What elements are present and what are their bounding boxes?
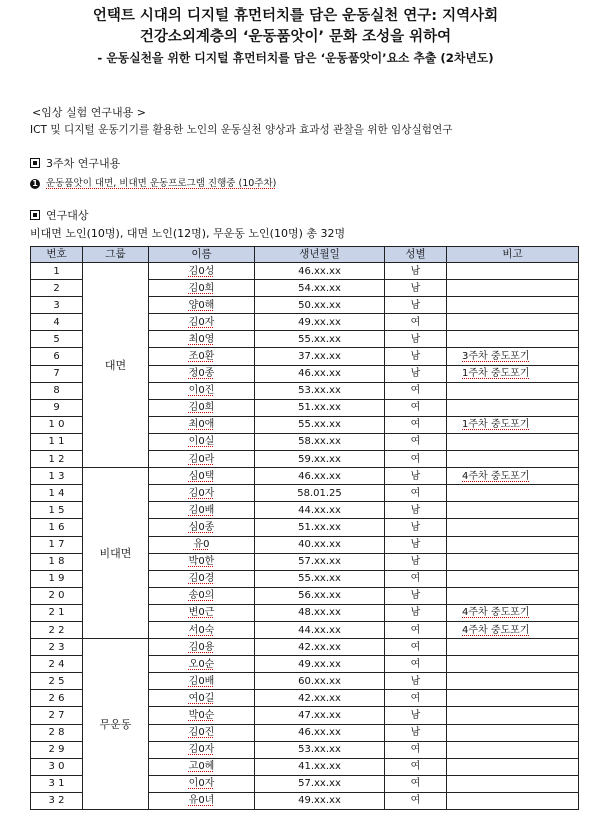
header-sex: 성별 bbox=[385, 247, 447, 263]
cell-number: 1 8 bbox=[31, 553, 83, 570]
cell-name-text: 이0진 bbox=[188, 385, 215, 397]
cell-name-text: 심0종 bbox=[188, 521, 215, 533]
cell-sex: 여 bbox=[385, 690, 447, 707]
cell-name bbox=[149, 399, 255, 416]
table-row bbox=[31, 468, 579, 485]
cell-sex: 남 bbox=[385, 468, 447, 485]
cell-number: 3 1 bbox=[31, 775, 83, 792]
document-title-line2: 건강소외계층의 ‘운동품앗이’ 문화 조성을 위하여 bbox=[139, 29, 452, 45]
cell-number: 2 0 bbox=[31, 587, 83, 604]
cell-name bbox=[149, 673, 255, 690]
cell-birthdate: 54.xx.xx bbox=[255, 280, 385, 297]
cell-note bbox=[447, 263, 579, 280]
cell-note bbox=[447, 570, 579, 587]
cell-note bbox=[447, 775, 579, 792]
cell-name bbox=[149, 280, 255, 297]
cell-sex: 남 bbox=[385, 263, 447, 280]
cell-note bbox=[447, 673, 579, 690]
cell-birthdate: 42.xx.xx bbox=[255, 639, 385, 656]
cell-name bbox=[149, 416, 255, 433]
cell-note bbox=[447, 639, 579, 656]
header-name: 이름 bbox=[149, 247, 255, 263]
cell-note bbox=[447, 519, 579, 536]
cell-note bbox=[447, 365, 579, 382]
cell-number: 2 bbox=[31, 280, 83, 297]
cell-name bbox=[149, 553, 255, 570]
cell-sex: 남 bbox=[385, 297, 447, 314]
cell-birthdate: 51.xx.xx bbox=[255, 519, 385, 536]
cell-name-text: 여0길 bbox=[188, 692, 215, 704]
cell-sex: 여 bbox=[385, 621, 447, 638]
week-section-heading bbox=[30, 157, 120, 171]
cell-note bbox=[447, 382, 579, 399]
cell-name bbox=[149, 519, 255, 536]
cell-note bbox=[447, 792, 579, 809]
cell-number: 1 9 bbox=[31, 570, 83, 587]
cell-birthdate: 42.xx.xx bbox=[255, 690, 385, 707]
cell-name-text: 김0자 bbox=[188, 487, 215, 499]
cell-name-text: 김0자 bbox=[188, 744, 215, 756]
cell-birthdate: 46.xx.xx bbox=[255, 263, 385, 280]
cell-note bbox=[447, 536, 579, 553]
cell-number: 2 8 bbox=[31, 724, 83, 741]
cell-birthdate: 46.xx.xx bbox=[255, 365, 385, 382]
cell-birthdate: 49.xx.xx bbox=[255, 314, 385, 331]
cell-name-text: 변0근 bbox=[188, 607, 215, 619]
cell-note-text: 1주차 중도포기 bbox=[462, 419, 530, 431]
cell-number: 2 5 bbox=[31, 673, 83, 690]
table-group-2 bbox=[31, 639, 579, 810]
cell-note bbox=[447, 604, 579, 621]
cell-sex: 여 bbox=[385, 451, 447, 468]
header-note: 비고 bbox=[447, 247, 579, 263]
cell-name bbox=[149, 468, 255, 485]
cell-note bbox=[447, 690, 579, 707]
clinical-heading: <임상 실험 연구내용 > bbox=[32, 106, 146, 119]
header-group: 그룹 bbox=[83, 247, 149, 263]
cell-sex: 남 bbox=[385, 331, 447, 348]
cell-birthdate: 51.xx.xx bbox=[255, 399, 385, 416]
cell-sex: 남 bbox=[385, 502, 447, 519]
cell-name-text: 유0녀 bbox=[188, 795, 215, 807]
cell-number: 1 2 bbox=[31, 451, 83, 468]
cell-name bbox=[149, 639, 255, 656]
cell-name-text: 김0자 bbox=[188, 316, 215, 328]
cell-sex: 남 bbox=[385, 519, 447, 536]
cell-name bbox=[149, 433, 255, 450]
cell-sex: 여 bbox=[385, 416, 447, 433]
cell-note bbox=[447, 331, 579, 348]
cell-birthdate: 57.xx.xx bbox=[255, 775, 385, 792]
cell-number: 2 7 bbox=[31, 707, 83, 724]
cell-name-text: 김0배 bbox=[188, 675, 215, 687]
cell-note bbox=[447, 621, 579, 638]
cell-note bbox=[447, 314, 579, 331]
cell-name-text: 김0성 bbox=[188, 265, 215, 277]
cell-note bbox=[447, 348, 579, 365]
cell-name bbox=[149, 297, 255, 314]
cell-name bbox=[149, 656, 255, 673]
cell-name bbox=[149, 690, 255, 707]
cell-sex: 여 bbox=[385, 433, 447, 450]
clinical-description: ICT 및 디지털 운동기기를 활용한 노인의 운동실천 양상과 효과성 관찰을 위한 임상실험연구 bbox=[30, 124, 453, 136]
cell-number: 6 bbox=[31, 348, 83, 365]
cell-birthdate: 58.xx.xx bbox=[255, 433, 385, 450]
cell-sex: 남 bbox=[385, 553, 447, 570]
week-bullet-line bbox=[30, 176, 276, 191]
cell-sex: 여 bbox=[385, 792, 447, 809]
square-bullet-icon bbox=[30, 210, 40, 220]
week-heading-text: 3주차 연구내용 bbox=[46, 157, 121, 170]
cell-note bbox=[447, 587, 579, 604]
week-bullet-text: 운동품앗이 대면, 비대면 운동프로그램 진행중 (10주차) bbox=[46, 178, 277, 189]
cell-group: 비대면 bbox=[83, 468, 149, 639]
cell-sex: 여 bbox=[385, 314, 447, 331]
cell-name bbox=[149, 775, 255, 792]
subjects-table bbox=[30, 246, 579, 810]
cell-number: 3 0 bbox=[31, 758, 83, 775]
cell-birthdate: 41.xx.xx bbox=[255, 758, 385, 775]
cell-birthdate: 44.xx.xx bbox=[255, 502, 385, 519]
cell-name-text: 서0숙 bbox=[188, 624, 215, 636]
cell-name-text: 양0해 bbox=[188, 299, 215, 311]
cell-name bbox=[149, 758, 255, 775]
cell-note bbox=[447, 656, 579, 673]
cell-number: 1 4 bbox=[31, 485, 83, 502]
cell-sex: 여 bbox=[385, 656, 447, 673]
cell-birthdate: 59.xx.xx bbox=[255, 451, 385, 468]
cell-name-text: 심0택 bbox=[188, 470, 215, 482]
table-group-0 bbox=[31, 263, 579, 468]
cell-number: 2 9 bbox=[31, 741, 83, 758]
cell-name-text: 이0자 bbox=[188, 778, 215, 790]
cell-note-text: 4주차 중도포기 bbox=[462, 624, 530, 636]
cell-sex: 남 bbox=[385, 587, 447, 604]
cell-note bbox=[447, 451, 579, 468]
table-row bbox=[31, 263, 579, 280]
cell-note bbox=[447, 399, 579, 416]
cell-birthdate: 44.xx.xx bbox=[255, 621, 385, 638]
cell-name-text: 김0희 bbox=[188, 402, 215, 414]
cell-birthdate: 57.xx.xx bbox=[255, 553, 385, 570]
cell-group: 대면 bbox=[83, 263, 149, 468]
cell-name-text: 고0혜 bbox=[188, 761, 215, 773]
table-row bbox=[31, 639, 579, 656]
cell-name-text: 박0한 bbox=[188, 556, 215, 568]
cell-group: 무운동 bbox=[83, 639, 149, 810]
cell-sex: 여 bbox=[385, 570, 447, 587]
cell-name-text: 박0순 bbox=[188, 709, 215, 721]
cell-name bbox=[149, 382, 255, 399]
cell-sex: 여 bbox=[385, 639, 447, 656]
cell-birthdate: 49.xx.xx bbox=[255, 656, 385, 673]
cell-name bbox=[149, 365, 255, 382]
subjects-heading-text: 연구대상 bbox=[46, 209, 89, 222]
cell-number: 1 1 bbox=[31, 433, 83, 450]
cell-note bbox=[447, 553, 579, 570]
cell-number: 2 2 bbox=[31, 621, 83, 638]
cell-birthdate: 48.xx.xx bbox=[255, 604, 385, 621]
cell-name-text: 김0배 bbox=[188, 504, 215, 516]
cell-name bbox=[149, 314, 255, 331]
cell-number: 2 1 bbox=[31, 604, 83, 621]
cell-name-text: 김0라 bbox=[188, 453, 215, 465]
cell-sex: 남 bbox=[385, 365, 447, 382]
cell-birthdate: 60.xx.xx bbox=[255, 673, 385, 690]
cell-note bbox=[447, 707, 579, 724]
cell-note-text: 4주차 중도포기 bbox=[462, 607, 530, 619]
cell-note-text: 1주차 중도포기 bbox=[462, 368, 530, 380]
cell-name-text: 김0경 bbox=[188, 573, 215, 585]
cell-note bbox=[447, 502, 579, 519]
cell-name-text: 조0환 bbox=[188, 351, 215, 363]
cell-note bbox=[447, 741, 579, 758]
cell-name-text: 정0종 bbox=[188, 368, 215, 380]
cell-birthdate: 55.xx.xx bbox=[255, 416, 385, 433]
cell-name-text: 김0용 bbox=[188, 641, 215, 653]
cell-number: 1 3 bbox=[31, 468, 83, 485]
cell-note bbox=[447, 280, 579, 297]
cell-name bbox=[149, 604, 255, 621]
cell-name bbox=[149, 724, 255, 741]
cell-name-text: 최0영 bbox=[188, 333, 215, 345]
cell-name-text: 김0희 bbox=[188, 282, 215, 294]
cell-number: 5 bbox=[31, 331, 83, 348]
document-subtitle: - 운동실천을 위한 디지털 휴먼터치를 담은 ‘운동품앗이’요소 추출 (2차년도) bbox=[97, 51, 494, 65]
cell-birthdate: 47.xx.xx bbox=[255, 707, 385, 724]
cell-birthdate: 53.xx.xx bbox=[255, 741, 385, 758]
cell-number: 1 6 bbox=[31, 519, 83, 536]
cell-name bbox=[149, 621, 255, 638]
cell-number: 2 3 bbox=[31, 639, 83, 656]
cell-note-text: 4주차 중도포기 bbox=[462, 470, 530, 482]
cell-sex: 여 bbox=[385, 758, 447, 775]
cell-birthdate: 40.xx.xx bbox=[255, 536, 385, 553]
table-group-1 bbox=[31, 468, 579, 639]
cell-name-text: 이0실 bbox=[188, 436, 215, 448]
cell-sex: 여 bbox=[385, 382, 447, 399]
cell-number: 1 5 bbox=[31, 502, 83, 519]
cell-birthdate: 37.xx.xx bbox=[255, 348, 385, 365]
cell-sex: 남 bbox=[385, 673, 447, 690]
cell-birthdate: 55.xx.xx bbox=[255, 570, 385, 587]
cell-number: 8 bbox=[31, 382, 83, 399]
cell-name bbox=[149, 331, 255, 348]
cell-name bbox=[149, 451, 255, 468]
cell-sex: 여 bbox=[385, 775, 447, 792]
cell-note bbox=[447, 724, 579, 741]
cell-name bbox=[149, 570, 255, 587]
cell-number: 4 bbox=[31, 314, 83, 331]
cell-sex: 여 bbox=[385, 741, 447, 758]
cell-name bbox=[149, 263, 255, 280]
cell-birthdate: 58.01.25 bbox=[255, 485, 385, 502]
cell-number: 9 bbox=[31, 399, 83, 416]
cell-number: 3 2 bbox=[31, 792, 83, 809]
header-number: 번호 bbox=[31, 247, 83, 263]
cell-note bbox=[447, 485, 579, 502]
cell-birthdate: 50.xx.xx bbox=[255, 297, 385, 314]
cell-birthdate: 46.xx.xx bbox=[255, 468, 385, 485]
cell-name bbox=[149, 485, 255, 502]
cell-number: 1 bbox=[31, 263, 83, 280]
cell-name bbox=[149, 707, 255, 724]
cell-note-text: 3주차 중도포기 bbox=[462, 351, 530, 363]
cell-birthdate: 49.xx.xx bbox=[255, 792, 385, 809]
cell-note bbox=[447, 758, 579, 775]
cell-name bbox=[149, 587, 255, 604]
cell-name-text: 김0진 bbox=[188, 727, 215, 739]
cell-sex: 남 bbox=[385, 707, 447, 724]
cell-sex: 여 bbox=[385, 485, 447, 502]
cell-name-text: 오0순 bbox=[188, 658, 215, 670]
cell-birthdate: 56.xx.xx bbox=[255, 587, 385, 604]
cell-number: 3 bbox=[31, 297, 83, 314]
cell-name bbox=[149, 792, 255, 809]
cell-name bbox=[149, 741, 255, 758]
subjects-section-heading bbox=[30, 209, 89, 223]
cell-number: 1 7 bbox=[31, 536, 83, 553]
cell-sex: 남 bbox=[385, 536, 447, 553]
cell-note bbox=[447, 416, 579, 433]
cell-sex: 남 bbox=[385, 604, 447, 621]
cell-number: 2 4 bbox=[31, 656, 83, 673]
cell-number: 2 6 bbox=[31, 690, 83, 707]
numbered-bullet-icon: 1 bbox=[30, 179, 40, 189]
cell-birthdate: 46.xx.xx bbox=[255, 724, 385, 741]
cell-sex: 여 bbox=[385, 399, 447, 416]
cell-number: 1 0 bbox=[31, 416, 83, 433]
cell-sex: 남 bbox=[385, 280, 447, 297]
header-birthdate: 생년월일 bbox=[255, 247, 385, 263]
cell-sex: 남 bbox=[385, 348, 447, 365]
cell-note bbox=[447, 468, 579, 485]
table-header-row bbox=[31, 247, 579, 263]
cell-birthdate: 53.xx.xx bbox=[255, 382, 385, 399]
square-bullet-icon bbox=[30, 158, 40, 168]
cell-sex: 남 bbox=[385, 724, 447, 741]
cell-name-text: 유0 bbox=[193, 539, 210, 551]
cell-name bbox=[149, 348, 255, 365]
subjects-summary: 비대면 노인(10명), 대면 노인(12명), 무운동 노인(10명) 총 32명 bbox=[30, 227, 346, 240]
cell-note bbox=[447, 433, 579, 450]
cell-name bbox=[149, 536, 255, 553]
document-title-line1: 언택트 시대의 디지털 휴먼터치를 담은 운동실천 연구: 지역사회 bbox=[92, 8, 499, 24]
cell-name-text: 송0의 bbox=[188, 590, 215, 602]
cell-number: 7 bbox=[31, 365, 83, 382]
cell-name-text: 최0애 bbox=[188, 419, 215, 431]
cell-name bbox=[149, 502, 255, 519]
cell-birthdate: 55.xx.xx bbox=[255, 331, 385, 348]
cell-note bbox=[447, 297, 579, 314]
